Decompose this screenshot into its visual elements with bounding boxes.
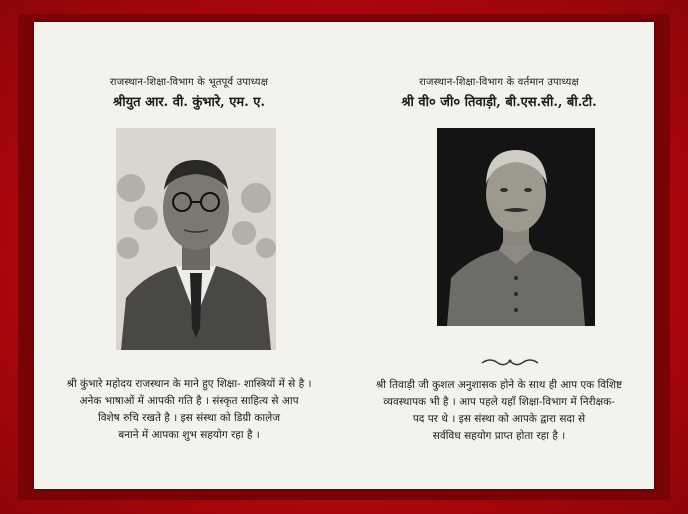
right-name: श्री वी० जी० तिवाड़ी, बी.एस.सी., बी.टी. — [401, 95, 597, 110]
right-text-line: श्री तिवाड़ी जी कुशल अनुशासक होने के साथ ही आप एक विशिष्ट — [375, 379, 623, 391]
left-column — [34, 22, 344, 489]
right-description — [344, 377, 654, 445]
left-description — [34, 376, 344, 444]
left-text-line: विशेष रुचि रखते है । इस संस्था को डिग्री कालेज — [97, 412, 280, 424]
right-text-line: सर्वविध सहयोग प्राप्त होता रहा है । — [432, 430, 566, 442]
right-portrait-image — [437, 128, 595, 326]
left-name: श्रीयुत आर. वी. कुंभारे, एम. ए. — [113, 95, 265, 110]
decorative-ornament-icon — [480, 355, 540, 369]
scanned-page — [34, 22, 654, 489]
right-portrait-photo — [437, 128, 595, 326]
left-portrait-image — [116, 128, 276, 350]
right-column — [344, 22, 654, 489]
right-text-line: व्यवस्थापक भी है । आप पहले यहाँ शिक्षा-विभाग में निरीक्षक- — [383, 396, 615, 408]
left-text-line: श्री कुंभारे महोदय राजस्थान के माने हुए शिक्षा- शास्त्रियों में से है । — [66, 378, 312, 390]
left-portrait-photo — [116, 128, 276, 350]
right-text-line: पद पर थे । इस संस्था को आपके द्वारा सदा से — [412, 413, 586, 425]
left-text-line: बनाने में आपका शुभ सहयोग रहा है । — [118, 429, 260, 441]
left-subtitle: राजस्थान-शिक्षा-विभाग के भूतपूर्व उपाध्यक्ष — [109, 77, 269, 88]
left-text-line: अनेक भाषाओं में आपकी गति है । संस्कृत साहित्य से आप — [79, 395, 299, 407]
right-subtitle: राजस्थान-शिक्षा-विभाग के वर्तमान उपाध्यक्ष — [419, 77, 579, 88]
